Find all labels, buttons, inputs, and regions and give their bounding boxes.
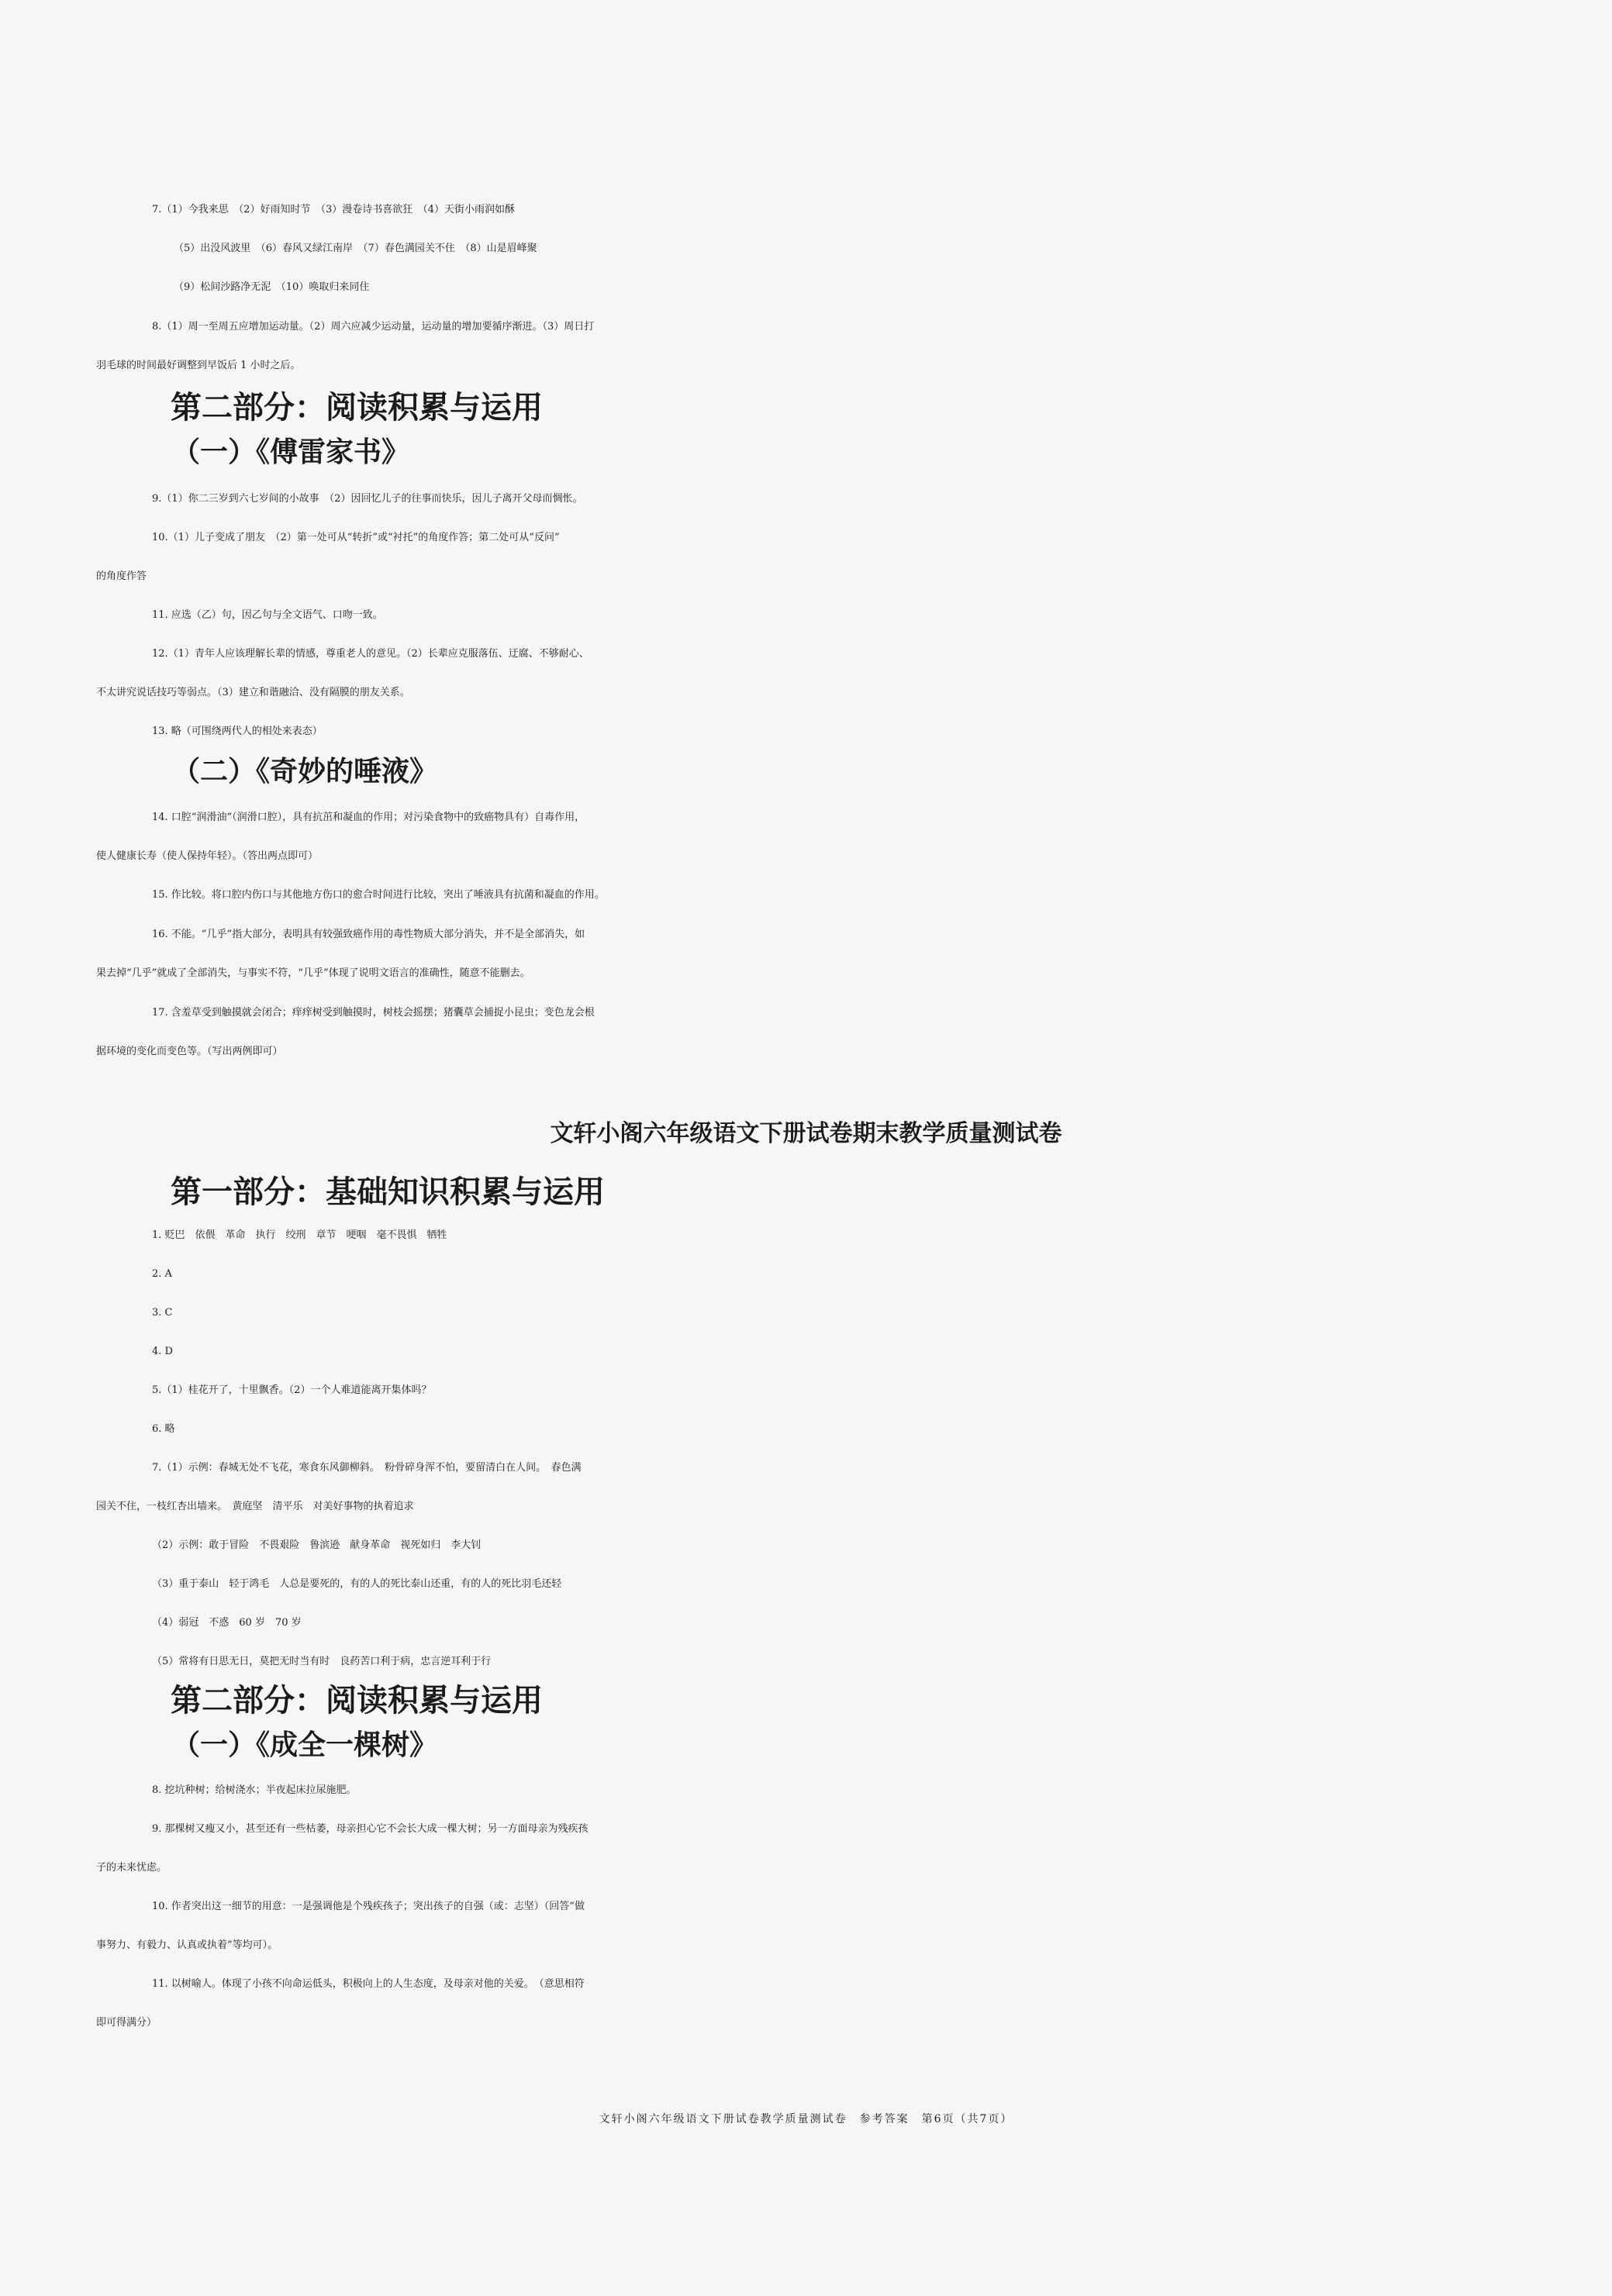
- answer-line: 11. 应选（乙）句，因乙句与全文语气、口吻一致。: [152, 609, 383, 621]
- answer-line: 17. 含羞草受到触摸就会闭合；痒痒树受到触摸时，树枝会摇摆；猪囊草会捕捉小昆虫；变色龙会根: [152, 1007, 595, 1019]
- answer-line: 12.（1）青年人应该理解长辈的情感，尊重老人的意见。（2）长辈应克服落伍、迂腐、不够耐心、: [152, 648, 589, 660]
- part-heading: 第二部分：阅读积累与运用: [171, 390, 543, 426]
- answer-line: 果去掉“几乎”就成了全部消失，与事实不符，“几乎”体现了说明文语言的准确性，随意不能删去。: [96, 967, 530, 979]
- answer-line: （5）常将有日思无日，莫把无时当有时 良药苦口利于病，忠言逆耳利于行: [152, 1656, 492, 1667]
- answer-line: 13. 略（可围绕两代人的相处来表态）: [152, 726, 323, 737]
- answer-line: 事努力、有毅力、认真或执着”等均可）。: [96, 1939, 278, 1951]
- answer-line: 15. 作比较。将口腔内伤口与其他地方伤口的愈合时间进行比较，突出了唾液具有抗菌和凝血的作用。: [152, 889, 605, 901]
- answer-line: 据环境的变化而变色等。（写出两例即可）: [96, 1046, 283, 1057]
- answer-line: 11. 以树喻人。体现了小孩不向命运低头，积极向上的人生态度，及母亲对他的关爱。 （意思相符: [152, 1978, 585, 1990]
- answer-line: 使人健康长寿（使人保持年轻）。（答出两点即可）: [96, 850, 319, 862]
- answer-line: 7.（1）示例：春城无处不飞花，寒食东风御柳斜。 粉骨碎身浑不怕，要留清白在人间。 春色满: [152, 1462, 582, 1474]
- answer-line: 4. D: [152, 1346, 173, 1357]
- answer-line: 羽毛球的时间最好调整到早饭后 1 小时之后。: [96, 360, 301, 371]
- answer-line: （2）示例：敢于冒险 不畏艰险 鲁滨逊 献身革命 视死如归 李大钊: [152, 1539, 482, 1551]
- answer-line: 6. 略: [152, 1423, 175, 1435]
- answer-line: 1. 贬巴 依偎 革命 执行 绞刑 章节 哽咽 毫不畏惧 牺牲: [152, 1229, 447, 1241]
- exam-title: 文轩小阁六年级语文下册试卷期末教学质量测试卷: [550, 1120, 1062, 1147]
- answer-line: （4）弱冠 不惑 60 岁 70 岁: [152, 1617, 302, 1629]
- answer-line: 3. C: [152, 1307, 173, 1319]
- subsection-heading: （二）《奇妙的唾液》: [172, 756, 438, 788]
- part-heading: 第一部分：基础知识积累与运用: [171, 1174, 605, 1210]
- answer-line: 2. A: [152, 1268, 172, 1280]
- answer-line: 7.（1）今我来思 （2）好雨知时节 （3）漫卷诗书喜欲狂 （4）天街小雨润如酥: [152, 204, 515, 215]
- answer-line: 园关不住，一枝红杏出墙来。 黄庭坚 清平乐 对美好事物的执着追求: [96, 1501, 414, 1512]
- page-footer: 文轩小阁六年级语文下册试卷教学质量测试卷 参考答案 第6页（共7页）: [599, 2113, 1013, 2125]
- answer-line: 8.（1）周一至周五应增加运动量。（2）周六应减少运动量，运动量的增加要循序渐进。（3）周日打: [152, 321, 595, 333]
- answer-line: 不太讲究说话技巧等弱点。（3）建立和谐融洽、没有隔膜的朋友关系。: [96, 687, 410, 698]
- answer-line: 5.（1）桂花开了，十里飘香。（2）一个人难道能离开集体吗？: [152, 1384, 432, 1396]
- answer-line: （5）出没风波里 （6）春风又绿江南岸 （7）春色满园关不住 （8）山是眉峰聚: [174, 243, 537, 254]
- answer-line: 9.（1）你二三岁到六七岁间的小故事 （2）因回忆儿子的往事而快乐，因儿子离开父母而惆怅。: [152, 493, 583, 505]
- answer-line: 10.（1）儿子变成了朋友 （2）第一处可从“转折”或“衬托”的角度作答；第二处可从“反问”: [152, 532, 560, 543]
- answer-line: （3）重于泰山 轻于鸿毛 人总是要死的，有的人的死比泰山还重，有的人的死比羽毛还轻: [152, 1578, 562, 1590]
- answer-line: 9. 那棵树又瘦又小，甚至还有一些枯萎，母亲担心它不会长大成一棵大树；另一方面母亲为残疾孩: [152, 1823, 589, 1835]
- answer-line: 子的未来忧虑。: [96, 1862, 167, 1874]
- subsection-heading: （一）《傅雷家书》: [172, 436, 410, 468]
- answer-line: 的角度作答: [96, 571, 147, 582]
- part-heading: 第二部分：阅读积累与运用: [171, 1683, 543, 1719]
- answer-line: 16. 不能。“几乎”指大部分，表明具有较强致癌作用的毒性物质大部分消失，并不是全部消失，如: [152, 929, 585, 940]
- answer-line: 8. 挖坑种树；给树浇水；半夜起床拉尿施肥。: [152, 1784, 357, 1796]
- answer-line: 10. 作者突出这一细节的用意：一是强调他是个残疾孩子；突出孩子的自强（或：志坚）（回答“做: [152, 1901, 585, 1912]
- answer-line: 14. 口腔“润滑油”（润滑口腔），具有抗茁和凝血的作用；对污染食物中的致癌物具有）自毒作用，: [152, 812, 585, 823]
- answer-line: 即可得满分）: [96, 2017, 157, 2029]
- answer-line: （9）松间沙路净无泥 （10）唤取归来同住: [174, 281, 370, 293]
- subsection-heading: （一）《成全一棵树》: [172, 1729, 438, 1761]
